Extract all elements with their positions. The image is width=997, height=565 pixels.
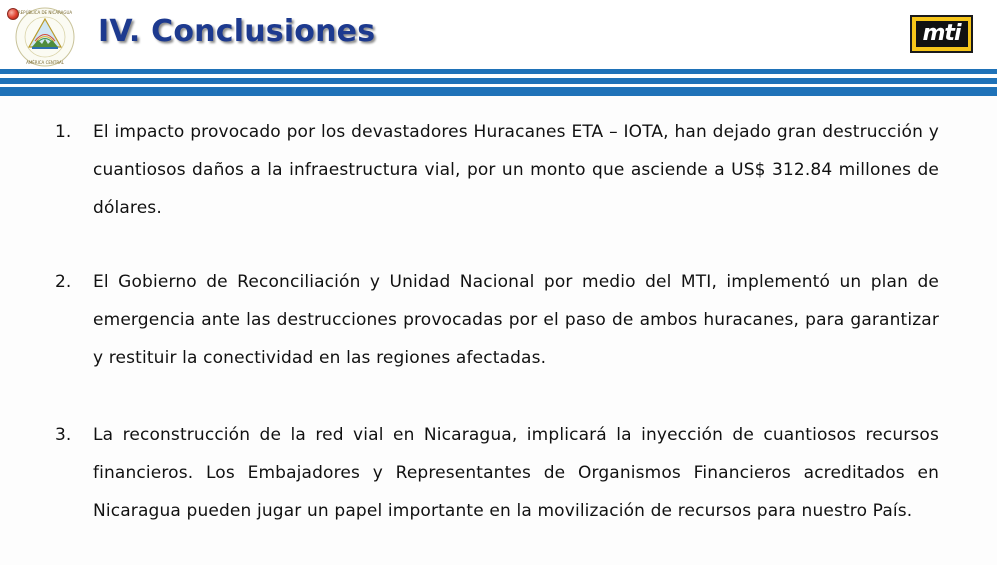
conclusion-item bbox=[55, 113, 939, 227]
svg-text:REPÚBLICA DE NICARAGUA: REPÚBLICA DE NICARAGUA bbox=[17, 10, 73, 15]
conclusion-item bbox=[55, 263, 939, 377]
conclusion-text: La reconstrucción de la red vial en Nicaragua, implicará la inyección de cuantiosos recursos financieros. Los Embajadores y Representantes de Organismos Financieros acreditados en Nicaragua pueden jugar un papel importante en la movilización de recursos para nuestro País. bbox=[93, 425, 939, 521]
header-stripe bbox=[0, 87, 997, 96]
conclusion-number: 2. bbox=[55, 272, 72, 292]
conclusion-text: El Gobierno de Reconciliación y Unidad Nacional por medio del MTI, implementó un plan de emergencia ante las destrucciones provocadas por el paso de ambos huracanes, para garantizar y restituir la conectividad en las regiones afectadas. bbox=[93, 272, 939, 368]
conclusion-number: 1. bbox=[55, 122, 72, 142]
slide-header bbox=[0, 0, 997, 70]
mti-logo-text: mti bbox=[922, 21, 961, 46]
conclusion-item bbox=[55, 416, 939, 530]
slide-body bbox=[0, 96, 997, 565]
nicaragua-coat-of-arms-icon bbox=[14, 6, 76, 68]
conclusion-text: El impacto provocado por los devastadores Huracanes ETA – IOTA, han dejado gran destrucción y cuantiosos daños a la infraestructura vial, por un monto que asciende a US$ 312.84 millones de dólares. bbox=[93, 122, 939, 218]
slide-title: IV. Conclusiones bbox=[98, 14, 376, 49]
mti-logo-inner bbox=[916, 21, 968, 47]
svg-text:AMÉRICA CENTRAL: AMÉRICA CENTRAL bbox=[26, 60, 64, 65]
mti-logo bbox=[910, 15, 973, 53]
conclusion-number: 3. bbox=[55, 425, 72, 445]
